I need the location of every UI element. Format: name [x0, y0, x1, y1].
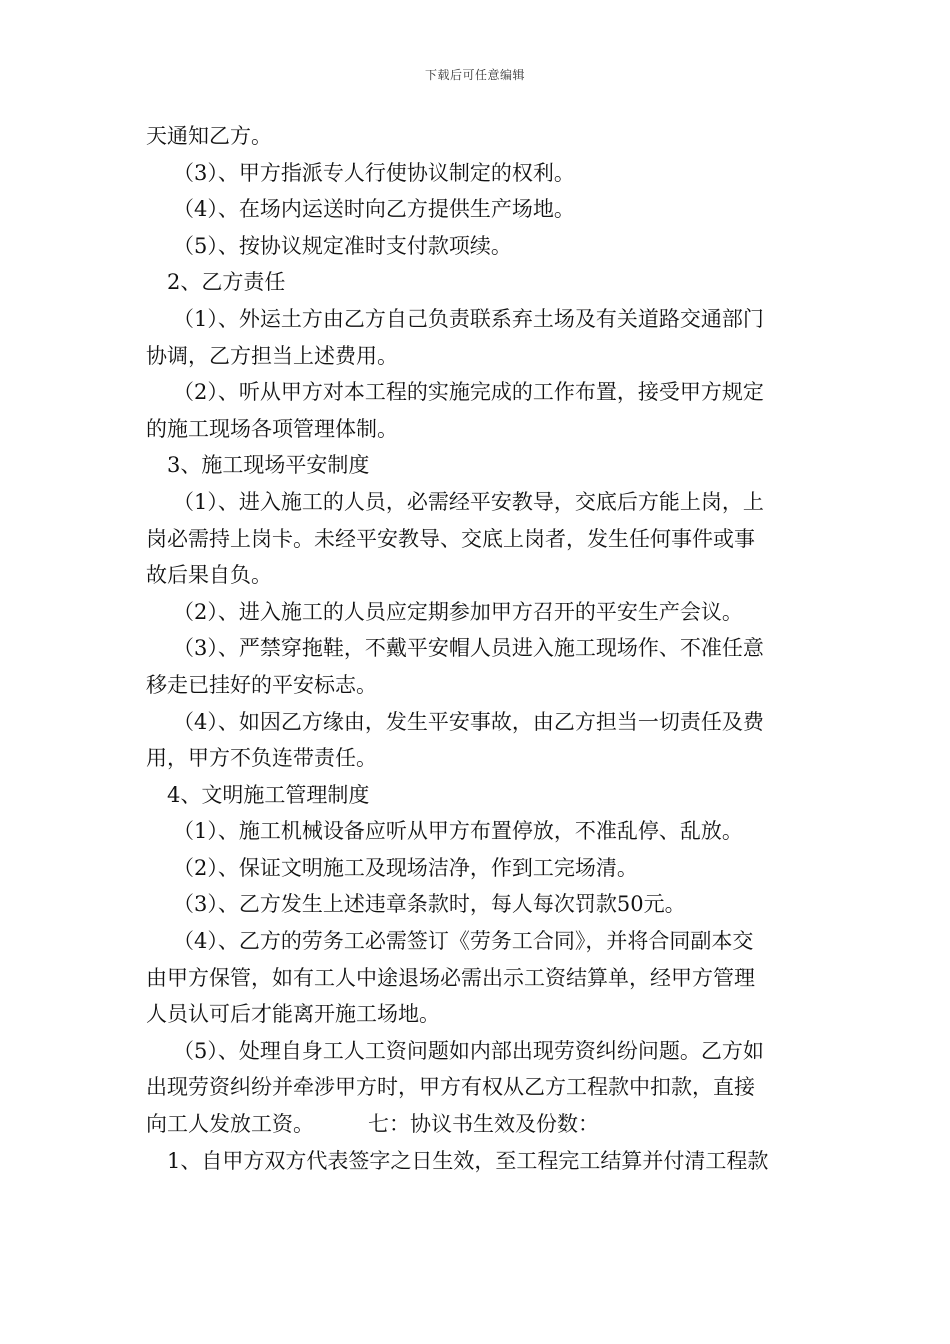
text-line: 移走已挂好的平安标志。	[146, 672, 377, 697]
text-line: （1）、进入施工的人员，必需经平安教导，交底后方能上岗，上	[173, 489, 764, 514]
text-line: （5）、处理自身工人工资问题如内部出现劳资纠纷问题。乙方如	[173, 1038, 764, 1063]
text-line: （4）、在场内运送时向乙方提供生产场地。	[173, 197, 575, 222]
document-body	[146, 118, 808, 1179]
text-line: （4）、乙方的劳务工必需签订《劳务工合同》，并将合同副本交	[173, 929, 754, 954]
text-line: 1、自甲方双方代表签字之日生效，至工程完工结算并付清工程款	[167, 1148, 769, 1173]
text-line-split	[146, 1106, 808, 1143]
text-line: 3、施工现场平安制度	[167, 453, 370, 478]
text-line: 由甲方保管，如有工人中途退场必需出示工资结算单，经甲方管理	[146, 965, 755, 990]
text-line: 岗必需持上岗卡。未经平安教导、交底上岗者，发生任何事件或事	[146, 526, 755, 551]
text-line: 用，甲方不负连带责任。	[146, 746, 377, 771]
text-line: 的施工现场各项管理体制。	[146, 416, 398, 441]
text-line: （3）、甲方指派专人行使协议制定的权利。	[173, 160, 575, 185]
text-line: 故后果自负。	[146, 563, 272, 588]
text-line: 协调，乙方担当上述费用。	[146, 343, 398, 368]
text-line: （2）、保证文明施工及现场洁净，作到工完场清。	[173, 855, 638, 880]
text-line: （1）、施工机械设备应听从甲方布置停放，不准乱停、乱放。	[173, 819, 743, 844]
section-heading-seven: 七：协议书生效及份数：	[368, 1112, 599, 1137]
text-line: 2、乙方责任	[167, 270, 286, 295]
text-line: 人员认可后才能离开施工场地。	[146, 1002, 440, 1027]
text-line: 天通知乙方。	[146, 124, 272, 148]
page-header-note: 下载后可任意编辑	[424, 68, 525, 82]
text-line: 出现劳资纠纷并牵涉甲方时，甲方有权从乙方工程款中扣款，直接	[146, 1075, 755, 1100]
text-line: 4、文明施工管理制度	[167, 782, 370, 807]
text-line: （2）、进入施工的人员应定期参加甲方召开的平安生产会议。	[173, 599, 743, 624]
text-line: （2）、听从甲方对本工程的实施完成的工作布置，接受甲方规定	[173, 380, 764, 405]
text-line: （3）、严禁穿拖鞋，不戴平安帽人员进入施工现场作、不准任意	[173, 636, 764, 661]
text-line-left: 向工人发放工资。	[146, 1112, 314, 1137]
text-line: （1）、外运土方由乙方自己负责联系弃土场及有关道路交通部门	[173, 306, 764, 331]
text-line: （3）、乙方发生上述违章条款时，每人每次罚款50元。	[173, 892, 686, 917]
text-line: （4）、如因乙方缘由，发生平安事故，由乙方担当一切责任及费	[173, 709, 764, 734]
text-line: （5）、按协议规定准时支付款项续。	[173, 233, 512, 258]
